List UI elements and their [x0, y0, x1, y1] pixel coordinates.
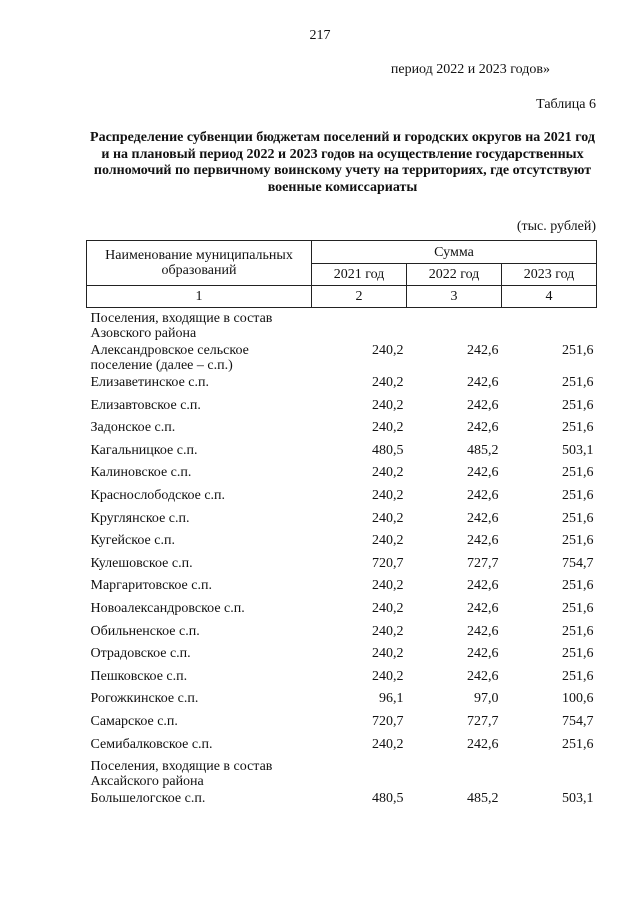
value-2022-cell: 727,7 [467, 555, 499, 571]
table-row [87, 578, 597, 601]
value-2023-cell: 251,6 [562, 343, 594, 358]
municipality-name-cell: Рогожкинское с.п. [90, 691, 199, 707]
value-2022-cell: 727,7 [467, 713, 499, 729]
municipality-name-cell: Отрадовское с.п. [90, 646, 191, 662]
municipality-name-cell: Поселения, входящие в состав Азовского района [90, 311, 273, 341]
municipality-name-cell: Краснослободское с.п. [90, 487, 226, 503]
municipality-name-cell: Большелогское с.п. [90, 791, 206, 807]
value-2021-cell: 240,2 [372, 623, 404, 639]
value-2021-cell: 240,2 [372, 510, 404, 526]
units-label: (тыс. рублей) [516, 219, 596, 234]
municipality-name-cell: Задонское с.п. [90, 420, 176, 436]
table-row [87, 691, 597, 714]
value-2023-cell: 503,1 [562, 791, 594, 807]
table-row [87, 791, 597, 814]
value-2023-cell: 754,7 [562, 713, 594, 729]
municipality-name-cell: Пешковское с.п. [90, 668, 188, 684]
table-row [87, 443, 597, 466]
header-sum: Сумма [312, 241, 597, 264]
municipality-name-cell: Кагальницкое с.п. [90, 442, 198, 458]
column-number-2: 2 [312, 286, 407, 308]
value-2022-cell: 242,6 [467, 397, 499, 413]
value-2021-cell: 96,1 [379, 691, 404, 707]
value-2021-cell: 240,2 [372, 533, 404, 549]
value-2022-cell: 242,6 [467, 736, 499, 752]
section-header-row [87, 759, 597, 791]
value-2023-cell: 100,6 [562, 691, 594, 707]
municipality-name-cell: Обильненское с.п. [90, 623, 200, 639]
value-2023-cell [502, 308, 597, 344]
value-2023-cell [502, 759, 597, 791]
value-2023-cell: 251,6 [562, 623, 594, 639]
table-row [87, 420, 597, 443]
table-row [87, 646, 597, 669]
table-header [87, 241, 597, 308]
value-2023-cell: 251,6 [562, 578, 594, 594]
section-header-row [87, 308, 597, 344]
value-2022-cell: 485,2 [467, 442, 499, 458]
value-2021-cell: 240,2 [372, 578, 404, 594]
table-row [87, 624, 597, 647]
value-2021-cell [312, 759, 407, 791]
header-year-2023: 2023 год [502, 264, 597, 286]
table-row [87, 669, 597, 692]
value-2021-cell: 240,2 [372, 397, 404, 413]
document-title: Распределение субвенции бюджетам поселений и городских округов на 2021 год и на плановый период 2022 и 2023 годов на осуществление государственных полномочий по первичному воинскому учету на территориях, где отсутствуют военные комиссариаты [90, 130, 595, 195]
table-row [87, 511, 597, 534]
value-2021-cell: 720,7 [372, 555, 404, 571]
value-2021-cell: 240,2 [372, 375, 404, 390]
column-number-1: 1 [87, 286, 312, 308]
municipality-name-cell: Александровское сельское поселение (далее – с.п.) [90, 343, 249, 373]
value-2021-cell: 240,2 [372, 487, 404, 503]
table-row [87, 556, 597, 579]
municipality-name-cell: Кулешовское с.п. [90, 555, 193, 571]
value-2022-cell: 242,6 [467, 623, 499, 639]
municipality-name-cell: Елизавтовское с.п. [90, 397, 201, 413]
value-2022-cell: 97,0 [474, 691, 499, 707]
value-2022-cell: 485,2 [467, 791, 499, 807]
value-2021-cell: 240,2 [372, 600, 404, 616]
value-2023-cell: 251,6 [562, 736, 594, 752]
value-2021-cell: 240,2 [372, 465, 404, 481]
value-2022-cell: 242,6 [467, 646, 499, 662]
value-2022-cell [407, 308, 502, 344]
municipality-name-cell: Калиновское с.п. [90, 465, 192, 481]
value-2023-cell: 754,7 [562, 555, 594, 571]
header-year-2022: 2022 год [407, 264, 502, 286]
column-number-3: 3 [407, 286, 502, 308]
value-2022-cell: 242,6 [467, 510, 499, 526]
page-number: 217 [309, 28, 331, 43]
value-2023-cell: 503,1 [562, 442, 594, 458]
table-row [87, 533, 597, 556]
table-label: Таблица 6 [536, 97, 596, 112]
value-2021-cell: 240,2 [372, 736, 404, 752]
value-2023-cell: 251,6 [562, 465, 594, 481]
municipality-name-cell: Кугейское с.п. [90, 533, 175, 549]
value-2023-cell: 251,6 [562, 600, 594, 616]
table-row [87, 601, 597, 624]
value-2022-cell: 242,6 [467, 533, 499, 549]
value-2023-cell: 251,6 [562, 397, 594, 413]
value-2021-cell: 240,2 [372, 343, 404, 358]
value-2023-cell: 251,6 [562, 646, 594, 662]
value-2021-cell [312, 308, 407, 344]
value-2022-cell: 242,6 [467, 465, 499, 481]
municipality-name-cell: Маргаритовское с.п. [90, 578, 212, 594]
table-row [87, 465, 597, 488]
subvention-table [86, 240, 597, 814]
value-2022-cell: 242,6 [467, 668, 499, 684]
value-2021-cell: 240,2 [372, 646, 404, 662]
table-row [87, 343, 597, 375]
municipality-name-cell: Самарское с.п. [90, 713, 178, 729]
value-2022-cell: 242,6 [467, 487, 499, 503]
value-2022-cell [407, 759, 502, 791]
column-number-4: 4 [502, 286, 597, 308]
value-2022-cell: 242,6 [467, 375, 499, 390]
value-2021-cell: 480,5 [372, 791, 404, 807]
table-row [87, 488, 597, 511]
municipality-name-cell: Семибалковское с.п. [90, 736, 213, 752]
value-2021-cell: 240,2 [372, 668, 404, 684]
value-2023-cell: 251,6 [562, 375, 594, 390]
value-2021-cell: 480,5 [372, 442, 404, 458]
value-2023-cell: 251,6 [562, 668, 594, 684]
value-2023-cell: 251,6 [562, 533, 594, 549]
table-body [87, 308, 597, 814]
value-2022-cell: 242,6 [467, 578, 499, 594]
table-row [87, 375, 597, 398]
value-2022-cell: 242,6 [467, 600, 499, 616]
table-row [87, 398, 597, 421]
header-name: Наименование муниципальных образований [87, 241, 312, 286]
table-row [87, 714, 597, 737]
value-2021-cell: 720,7 [372, 713, 404, 729]
municipality-name-cell: Елизаветинское с.п. [90, 375, 210, 390]
municipality-name-cell: Новоалександровское с.п. [90, 600, 245, 616]
municipality-name-cell: Поселения, входящие в состав Аксайского района [90, 759, 273, 790]
value-2021-cell: 240,2 [372, 420, 404, 436]
header-year-2021: 2021 год [312, 264, 407, 286]
table-row [87, 737, 597, 760]
value-2022-cell: 242,6 [467, 343, 499, 358]
value-2022-cell: 242,6 [467, 420, 499, 436]
value-2023-cell: 251,6 [562, 420, 594, 436]
municipality-name-cell: Круглянское с.п. [90, 510, 190, 526]
value-2023-cell: 251,6 [562, 510, 594, 526]
value-2023-cell: 251,6 [562, 487, 594, 503]
continuation-text: период 2022 и 2023 годов» [390, 62, 550, 77]
